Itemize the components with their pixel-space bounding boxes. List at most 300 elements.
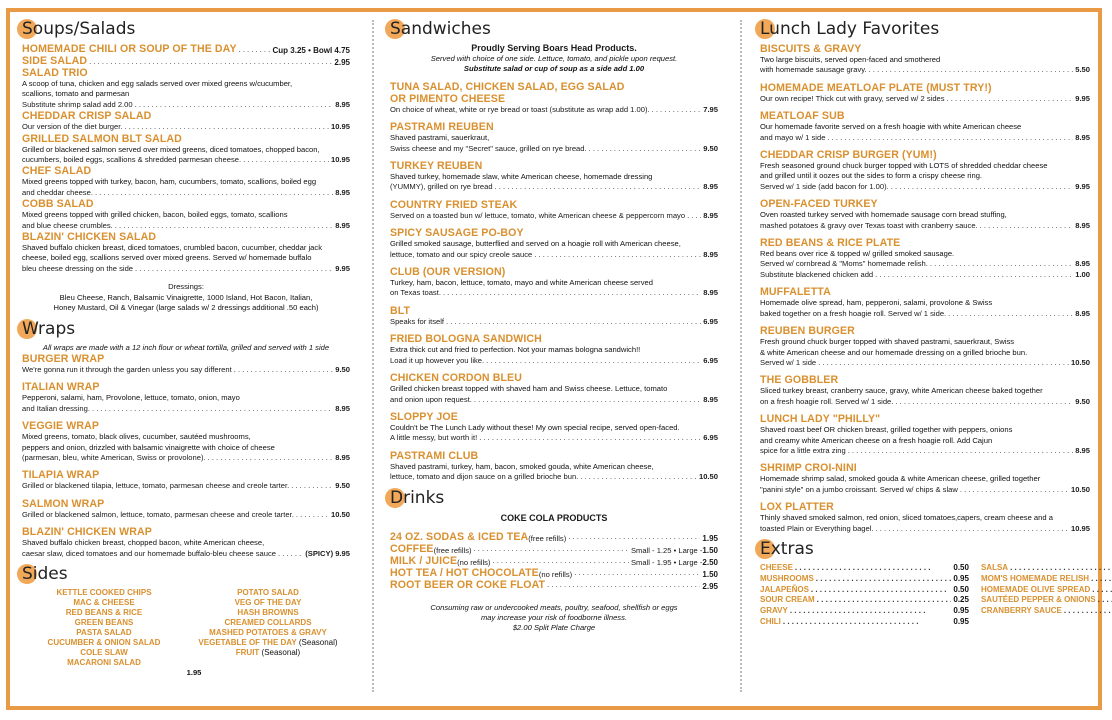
menu-item-price: 8.95 xyxy=(703,182,718,192)
menu-item-name: MUFFALETTA xyxy=(760,286,831,299)
drink-sizes: Small - 1.25 • Large - xyxy=(630,545,703,555)
sides-price: 1.95 xyxy=(186,667,202,677)
sandwich-header: Proudly Serving Boars Head Products. xyxy=(471,43,637,53)
menu-item-desc: Our own recipe! Thick cut with gravy, served w/ 2 sides xyxy=(760,93,945,103)
menu-column-middle xyxy=(390,14,718,634)
menu-item-desc-row xyxy=(22,549,350,559)
lunch-lady-favorites-heading xyxy=(760,18,1090,40)
menu-item-desc-row xyxy=(760,309,1090,319)
extra-price: 0.95 xyxy=(953,573,969,583)
menu-item-desc: and onion upon request. xyxy=(390,394,472,404)
menu-item xyxy=(760,501,1090,534)
leader-dots xyxy=(790,606,952,617)
menu-item-name: PASTRAMI CLUB xyxy=(390,449,479,462)
leader-dots xyxy=(1010,563,1112,574)
menu-item-desc-row xyxy=(390,105,718,115)
drink-sizes: Small - 1.95 • Large - xyxy=(630,557,703,567)
menu-item-price: 9.95 xyxy=(1075,181,1090,191)
menu-item-price: 8.95 xyxy=(703,394,718,404)
leader-dots xyxy=(443,288,701,298)
menu-item-name: TURKEY REUBEN xyxy=(390,160,483,173)
extra-row xyxy=(760,574,969,585)
menu-item-desc: A little messy, but worth it! xyxy=(390,433,478,443)
menu-item-desc: Shaved buffalo chicken breast, diced tomatoes, crumbled bacon, cucumber, cheddar jack xyxy=(22,243,322,253)
menu-item xyxy=(22,231,350,274)
leader-dots xyxy=(895,397,1073,407)
menu-item xyxy=(22,420,350,463)
menu-item xyxy=(22,133,350,166)
menu-item-name: SIDE SALAD xyxy=(22,55,88,67)
soups-salads-heading-text: Soups/Salads xyxy=(22,19,136,39)
dressings-list: Bleu Cheese, Ranch, Balsamic Vinaigrette, 1000 Island, Hot Bacon, Italian, xyxy=(59,292,313,302)
menu-item-name: BLAZIN' CHICKEN SALAD xyxy=(22,231,157,244)
menu-item-desc-row xyxy=(390,395,718,405)
menu-item xyxy=(22,198,350,231)
leader-dots xyxy=(875,270,1073,280)
menu-item-desc-row xyxy=(390,144,718,154)
menu-item xyxy=(760,198,1090,231)
side-item-name: HASH BROWNS xyxy=(237,607,299,617)
leader-dots xyxy=(474,395,701,405)
drink-name: HOT TEA / HOT CHOCOLATE xyxy=(390,566,539,579)
dressings-title: Dressings: xyxy=(168,282,204,292)
menu-item-name: COUNTRY FRIED STEAK xyxy=(390,198,518,211)
menu-item-name: CHEF SALAD xyxy=(22,165,92,178)
menu-item-name: BLT xyxy=(390,304,411,317)
menu-item-desc: Fresh seasoned ground chuck burger topped with LOTS of shredded cheddar cheese xyxy=(760,161,1048,171)
menu-item-name: OPEN-FACED TURKEY xyxy=(760,198,878,211)
menu-item-price: 10.95 xyxy=(330,155,350,165)
menu-item-desc-row xyxy=(760,358,1090,368)
menu-item-price: 8.95 xyxy=(335,187,350,197)
menu-item xyxy=(22,498,350,520)
menu-item-desc-row xyxy=(760,259,1090,269)
footer-line: Consuming raw or undercooked meats, poultry, seafood, shellfish or eggs xyxy=(430,602,678,612)
menu-item-desc: (parmesan, bleu, white American, Swiss or provolone). xyxy=(22,452,206,462)
extra-name: SAUTÉED PEPPER & ONIONS xyxy=(980,595,1096,605)
menu-item xyxy=(760,82,1090,104)
leader-dots xyxy=(930,259,1073,269)
menu-item-desc: Served w/ 1 side xyxy=(760,357,817,367)
menu-item-desc: Load it up however you like. xyxy=(390,355,485,365)
drink-row xyxy=(390,543,718,555)
sandwich-subnote: Substitute salad or cup of soup as a side add 1.00 xyxy=(463,64,645,74)
leader-dots xyxy=(291,481,333,491)
menu-item-desc: & white American cheese and our homemade dressing on a grilled brioche bun. xyxy=(760,347,1028,357)
menu-item-name: BLAZIN' CHICKEN WRAP xyxy=(22,526,152,539)
side-item-name: POTATO SALAD xyxy=(237,587,299,597)
menu-item-name: VEGGIE WRAP xyxy=(22,420,100,433)
drinks-header: COKE COLA PRODUCTS xyxy=(500,512,608,523)
drink-note: (free refills) xyxy=(433,545,472,555)
menu-item-name: CLUB (OUR VERSION) xyxy=(390,266,506,279)
extra-price: 0.50 xyxy=(953,584,969,594)
menu-item-desc: lettuce, tomato and our spicy creole sauce xyxy=(390,249,533,259)
menu-item-desc: with homemade sausage gravy. xyxy=(760,65,867,75)
menu-item-price: 8.95 xyxy=(703,288,718,298)
menu-item-desc: Mixed greens topped with grilled chicken, bacon, boiled eggs, tomato, scallions xyxy=(22,210,288,220)
menu-item xyxy=(390,450,718,483)
drink-name: ROOT BEER OR COKE FLOAT xyxy=(390,578,546,591)
menu-item-desc: and creamy white American cheese on a fresh hoagie roll. Add Cajun xyxy=(760,435,993,445)
menu-item-desc: Shaved pastrami, turkey, ham, bacon, smoked gouda, white American cheese, xyxy=(390,461,654,471)
menu-item xyxy=(760,374,1090,407)
leader-dots xyxy=(124,122,329,132)
menu-item xyxy=(760,286,1090,319)
leader-dots xyxy=(811,585,951,596)
drink-row xyxy=(390,531,718,543)
leader-dots xyxy=(574,568,700,578)
menu-item-price: 6.95 xyxy=(703,433,718,443)
leader-dots xyxy=(296,510,329,520)
menu-item-name: FRIED BOLOGNA SANDWICH xyxy=(390,333,542,346)
side-item: MAC & CHEESE xyxy=(73,597,135,607)
menu-item-price: 1.00 xyxy=(1075,269,1090,279)
leader-dots xyxy=(115,221,333,231)
menu-item-desc-row xyxy=(22,188,350,198)
drinks-heading xyxy=(390,487,718,509)
menu-item-price: 10.50 xyxy=(330,509,350,519)
menu-item-desc-row xyxy=(22,122,350,132)
extra-row xyxy=(981,595,1112,606)
menu-item-price: 5.50 xyxy=(1075,65,1090,75)
menu-item-desc: Couldn't be The Lunch Lady without these! My own special recipe, served open-faced. xyxy=(390,422,680,432)
leader-dots xyxy=(243,155,329,165)
menu-item-desc-row xyxy=(22,221,350,231)
leader-dots xyxy=(652,105,702,115)
menu-item xyxy=(390,160,718,193)
leader-dots xyxy=(95,188,333,198)
menu-item-desc: Served on a toasted bun w/ lettuce, tomato, white American cheese & peppercorn mayo xyxy=(390,210,686,220)
menu-item-desc: on Texas toast. xyxy=(390,288,441,298)
side-item xyxy=(186,608,350,618)
menu-item-desc: bleu cheese dressing on the side xyxy=(22,263,134,273)
extras-col xyxy=(760,563,969,628)
menu-item-name: SLOPPY JOE xyxy=(390,410,458,423)
menu-item-desc-row xyxy=(22,365,350,375)
menu-item xyxy=(760,43,1090,76)
menu-item-desc: Pepperoni, salami, ham, Provolone, lettuce, tomato, onion, mayo xyxy=(22,393,240,403)
menu-item-price: 9.95 xyxy=(1075,93,1090,103)
side-item: COLE SLAW xyxy=(80,647,128,657)
menu-item-row xyxy=(22,43,350,55)
menu-item-price: Cup 3.25 • Bowl 4.75 xyxy=(272,46,350,55)
drink-name: COFFEE xyxy=(390,542,434,555)
menu-item-desc: peppers and onion, drizzled with balsamic vinaigrette with choice of cheese xyxy=(22,442,275,452)
drink-note: (no refills) xyxy=(457,557,491,567)
menu-item-desc: "panini style" on a jumbo croissant. Served w/ chips & slaw xyxy=(760,484,958,494)
drink-row xyxy=(390,555,718,567)
extra-name: SALSA xyxy=(980,562,1009,572)
menu-item-price: 8.95 xyxy=(703,249,718,259)
menu-item-price: 8.95 xyxy=(1075,308,1090,318)
menu-item-desc-row xyxy=(760,270,1090,280)
extra-row xyxy=(760,563,969,574)
menu-item-desc: Substitute blackened chicken add xyxy=(760,269,874,279)
menu-item-desc-row xyxy=(390,182,718,192)
menu-item xyxy=(22,381,350,414)
drink-name: 24 OZ. SODAS & ICED TEA xyxy=(390,530,529,543)
menu-item-desc-row xyxy=(390,250,718,260)
menu-column-left xyxy=(22,14,350,678)
menu-item-name: HOMEMADE MEATLOAF PLATE (MUST TRY!) xyxy=(760,81,992,94)
leader-dots xyxy=(960,485,1069,495)
leader-dots xyxy=(580,472,697,482)
menu-item-price: 10.95 xyxy=(1070,523,1090,533)
menu-item-desc: caesar slaw, diced tomatoes and our homemade buffalo-bleu cheese sauce xyxy=(22,548,276,558)
menu-item-desc-row xyxy=(390,472,718,482)
menu-item-desc: Shaved pastrami, sauerkraut, xyxy=(390,133,490,143)
leader-dots xyxy=(278,549,303,559)
leader-dots xyxy=(948,309,1073,319)
drink-name: MILK / JUICE xyxy=(390,554,458,567)
menu-item-price: 9.50 xyxy=(1075,396,1090,406)
menu-item-price: 8.95 xyxy=(1075,132,1090,142)
menu-item-desc: Speaks for itself xyxy=(390,316,445,326)
leader-dots xyxy=(234,365,334,375)
wraps-heading-text: Wraps xyxy=(22,318,76,339)
drink-price: 1.50 xyxy=(702,545,718,555)
menu-item-name: REUBEN BURGER xyxy=(760,325,855,338)
sandwiches-heading-text: Sandwiches xyxy=(390,19,491,39)
menu-item-name: THE GOBBLER xyxy=(760,374,839,387)
menu-item-desc: Shaved buffalo chicken breast, chopped bacon, white American cheese, xyxy=(22,538,265,548)
menu-item-name: SALMON WRAP xyxy=(22,497,105,510)
drink-price: 2.50 xyxy=(702,557,718,567)
leader-dots xyxy=(495,182,702,192)
menu-item-desc: Served w/ 1 side (add bacon for 1.00). xyxy=(760,181,889,191)
menu-item-desc-row xyxy=(22,481,350,491)
leader-dots xyxy=(1092,585,1112,596)
menu-item-name: SALAD TRIO xyxy=(22,67,88,79)
menu-item-name: ITALIAN WRAP xyxy=(22,381,100,394)
menu-item xyxy=(22,165,350,198)
menu-item xyxy=(760,325,1090,368)
menu-item-price: 9.95 xyxy=(335,263,350,273)
dressings-block xyxy=(22,282,350,313)
menu-item-desc-row xyxy=(22,100,350,110)
leader-dots xyxy=(474,544,629,554)
menu-item-price: 8.95 xyxy=(1075,220,1090,230)
menu-item xyxy=(390,305,718,327)
lunch-lady-favorites-heading-text: Lunch Lady Favorites xyxy=(760,19,940,39)
side-item xyxy=(186,618,350,628)
menu-item-desc: We're gonna run it through the garden unless you say different xyxy=(22,364,232,374)
leader-dots xyxy=(446,317,701,327)
side-item: KETTLE COOKED CHIPS xyxy=(56,587,152,597)
menu-item-name: CHEDDAR CRISP SALAD xyxy=(22,110,152,123)
leader-dots xyxy=(876,524,1069,534)
leader-dots xyxy=(479,433,701,443)
side-item xyxy=(186,628,350,638)
extra-name: CHILI xyxy=(760,616,781,626)
leader-dots xyxy=(239,45,271,55)
side-item: RED BEANS & RICE xyxy=(65,607,143,617)
leader-dots xyxy=(568,532,700,542)
menu-item-price: 10.50 xyxy=(1070,484,1090,494)
menu-item-name: OR PIMENTO CHEESE xyxy=(390,92,506,105)
drinks-footer xyxy=(390,603,718,634)
leader-dots xyxy=(795,563,951,574)
menu-item-desc: and mayo w/ 1 side xyxy=(760,132,826,142)
menu-column-right xyxy=(760,14,1096,628)
side-item-name: MASHED POTATOES & GRAVY xyxy=(209,627,327,637)
menu-item xyxy=(390,199,718,221)
drink-price: 1.95 xyxy=(702,533,718,543)
menu-item-desc-row xyxy=(760,221,1090,231)
extra-row xyxy=(760,595,969,606)
menu-item-name: TUNA SALAD, CHICKEN SALAD, EGG SALAD xyxy=(390,80,625,93)
sides-heading xyxy=(22,563,350,585)
leader-dots xyxy=(534,250,701,260)
menu-item-name: BURGER WRAP xyxy=(22,352,105,365)
menu-item xyxy=(390,333,718,366)
menu-item-desc: Turkey, ham, bacon, lettuce, tomato, mayo and white American cheese served xyxy=(390,278,653,288)
leader-dots xyxy=(817,595,952,606)
extra-row xyxy=(760,585,969,596)
menu-item xyxy=(22,110,350,132)
menu-item-desc: Fresh ground chuck burger topped with shaved pastrami, sauerkraut, Swiss xyxy=(760,337,1015,347)
sandwich-subnote: Served with choice of one side. Lettuce, tomato, and pickle upon request. xyxy=(430,54,678,63)
menu-item-desc-row xyxy=(390,288,718,298)
menu-item-desc-row xyxy=(22,510,350,520)
menu-item xyxy=(22,67,350,110)
side-item xyxy=(186,638,350,648)
extras-heading-text: Extras xyxy=(760,538,814,559)
menu-item-desc: Oven roasted turkey served with homemade sausage corn bread stuffing, xyxy=(760,210,1007,220)
menu-item-desc: mashed potatoes & gravy over Texas toast with cranberry sauce. xyxy=(760,220,978,230)
drink-row xyxy=(390,567,718,579)
side-item: GREEN BEANS xyxy=(74,617,134,627)
menu-item-desc-row xyxy=(22,404,350,414)
menu-item-desc: Grilled or blackened salmon served over mixed greens, diced tomatoes, chopped bacon, xyxy=(22,144,320,154)
extra-price: 0.25 xyxy=(953,595,969,605)
menu-item-price: 8.95 xyxy=(335,99,350,109)
menu-item-price: 9.50 xyxy=(703,143,718,153)
extra-name: CHEESE xyxy=(760,562,793,572)
side-item xyxy=(186,588,350,598)
extras-col xyxy=(981,563,1112,628)
soups-salads-heading xyxy=(22,18,350,40)
menu-item xyxy=(22,55,350,67)
menu-item xyxy=(760,237,1090,280)
menu-item-desc-row xyxy=(760,133,1090,143)
menu-item-desc: A scoop of tuna, chicken and egg salads served over mixed greens w/cucumber, xyxy=(22,79,293,88)
dressings-list: Honey Mustard, Oil & Vinegar (large salads w/ 2 dressings additional .50 each) xyxy=(53,303,319,313)
leader-dots xyxy=(869,65,1074,75)
menu-item-price: 6.95 xyxy=(703,316,718,326)
extra-row xyxy=(760,606,969,617)
leader-dots xyxy=(492,556,628,566)
menu-item-desc-row xyxy=(22,264,350,274)
leader-dots xyxy=(1098,595,1112,606)
column-divider xyxy=(372,20,374,692)
menu-item-desc: Thinly shaved smoked salmon, red onion, sliced tomatoes,capers, cream cheese and a xyxy=(760,513,1053,523)
menu-item-desc: Red beans over rice & topped w/ grilled smoked sausage. xyxy=(760,249,955,259)
leader-dots xyxy=(589,144,702,154)
drink-price: 1.50 xyxy=(702,569,718,579)
side-item xyxy=(186,598,350,608)
menu-item-name: CHICKEN CORDON BLEU xyxy=(390,372,522,385)
menu-item xyxy=(760,110,1090,143)
menu-item-price: 8.95 xyxy=(1075,259,1090,269)
leader-dots xyxy=(783,617,951,628)
leader-dots xyxy=(547,580,700,590)
menu-item-desc: Swiss cheese and my "Secret" sauce, grilled on rye bread. xyxy=(390,143,587,153)
menu-item-name: LOX PLATTER xyxy=(760,501,834,514)
leader-dots xyxy=(816,574,952,585)
leader-dots xyxy=(135,264,333,274)
menu-item-desc: Our version of the diet burger. xyxy=(22,122,123,132)
menu-item-desc-row xyxy=(390,317,718,327)
menu-item-desc-row xyxy=(760,446,1090,456)
menu-item-desc: Grilled or blackened salmon, lettuce, tomato, parmesan cheese and creole tarter. xyxy=(22,509,294,519)
menu-item xyxy=(22,43,350,55)
menu-item-price: 6.95 xyxy=(703,355,718,365)
menu-item-desc-row xyxy=(22,453,350,463)
side-item: MACARONI SALAD xyxy=(67,657,141,667)
menu-item-desc: toasted Plain or Everything bagel. xyxy=(760,523,874,533)
extra-row xyxy=(760,617,969,628)
leader-dots xyxy=(980,221,1074,231)
menu-item-desc: Shaved roast beef OR chicken breast, grilled together with peppers, onions xyxy=(760,425,1013,435)
menu-item-price: 8.95 xyxy=(335,220,350,230)
leader-dots xyxy=(687,211,701,221)
side-item-name: VEGETABLE OF THE DAY xyxy=(198,637,297,647)
menu-item-desc: and cheddar cheese. xyxy=(22,187,93,197)
menu-item-name: TILAPIA WRAP xyxy=(22,469,100,482)
sides-right xyxy=(186,588,350,668)
extra-name: HOMEMADE OLIVE SPREAD xyxy=(980,584,1091,594)
menu-item-desc-row xyxy=(22,155,350,165)
menu-item-desc: Two large biscuits, served open-faced and smothered xyxy=(760,55,941,64)
sides-left xyxy=(22,588,186,668)
menu-item-desc: Substitute shrimp salad add 2.00 xyxy=(22,99,133,109)
leader-dots xyxy=(1064,606,1112,617)
menu-item xyxy=(760,413,1090,456)
leader-dots xyxy=(208,453,334,463)
menu-item-desc: on a fresh hoagie roll. Served w/ 1 side. xyxy=(760,396,894,406)
menu-item-price: 10.50 xyxy=(698,472,718,482)
seasonal-note: (Seasonal) xyxy=(296,637,338,647)
extra-price: 0.95 xyxy=(953,606,969,616)
menu-item-desc: Our homemade favorite served on a fresh hoagie with white American cheese xyxy=(760,122,1022,132)
extras-grid xyxy=(760,562,1096,628)
menu-item-desc-row xyxy=(760,524,1090,534)
menu-item-price: 8.95 xyxy=(335,452,350,462)
menu-item-desc-row xyxy=(760,65,1090,75)
extra-name: GRAVY xyxy=(760,606,788,616)
menu-item-name: SPICY SAUSAGE PO-BOY xyxy=(390,227,524,240)
menu-item-name: CHEDDAR CRISP BURGER (YUM!) xyxy=(760,149,937,162)
menu-item-price: 9.50 xyxy=(335,364,350,374)
menu-item-price: 8.95 xyxy=(703,210,718,220)
extra-name: SOUR CREAM xyxy=(760,595,815,605)
menu-item-desc: cheese, boiled egg, scallions served over mixed greens. Served w/ homemade buffalo xyxy=(22,253,312,263)
side-item-name: FRUIT xyxy=(235,647,260,657)
leader-dots xyxy=(1091,574,1112,585)
side-item: CUCUMBER & ONION SALAD xyxy=(47,637,161,647)
menu-item-desc-row xyxy=(760,485,1090,495)
side-item xyxy=(186,648,350,658)
footer-line: $2.00 Split Plate Charge xyxy=(512,623,596,633)
menu-item-desc: Shaved turkey, homemade slaw, white American cheese, homemade dressing xyxy=(390,172,653,182)
menu-item-desc: Served w/ cornbread & "Moms" homemade relish. xyxy=(760,259,928,269)
extra-row xyxy=(981,563,1112,574)
menu-item xyxy=(390,372,718,405)
side-item-name: VEG OF THE DAY xyxy=(234,597,302,607)
menu-item-name: BISCUITS & GRAVY xyxy=(760,43,862,55)
